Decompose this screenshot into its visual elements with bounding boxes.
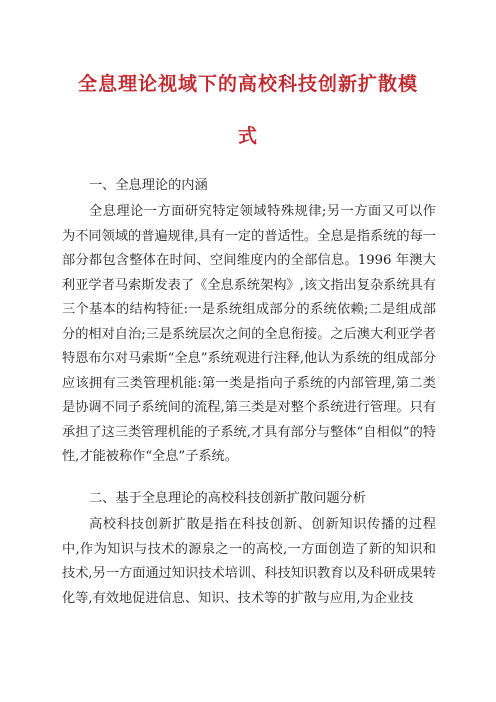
document-title-line-1: 全息理论视域下的高校科技创新扩散模 [77,73,418,95]
section-2-paragraph: 高校科技创新扩散是指在科技创新、创新知识传播的过程中,作为知识与技术的源泉之一的高校,一方面创造了新的知识和技术,另一方面通过知识技术培训、科技知识教育以及科研成果转化等,有效地促进信息、知识、技术等的扩散与应用,为企业技 [62,517,436,606]
section-1-heading: 一、全息理论的内涵 [89,178,208,193]
section-2-heading: 二、基于全息理论的高校科技创新扩散问题分析 [89,491,366,506]
section-1-paragraph: 全息理论一方面研究特定领域特殊规律;另一方面又可以作为不同领域的普遍规律,具有一定的普适性。全息是指系统的每一部分都包含整体在时间、空间维度内的全部信息。1996 年澳大利亚学者马索斯发表了《全息系统架构》,该文指出复杂系统具有三个基本的结构特征:一是系统组成部分的系统依赖;二是组成部分的相对自治;三是系统层次之间的全息衔接。之后澳大利亚学者特恩布尔对马索斯“全息”系统观进行注释,他认为系统的组成部分应该拥有三类管理机能:第一类是指向子系统的内部管理,第二类是协调不同子系统间的流程,第三类是对整个系统进行管理。只有承担了这三类管理机能的子系统,才具有部分与整体“自相似”的特性,才能被称作“全息”子系统。 [62,204,436,464]
document-title-line-2: 式 [237,125,258,147]
